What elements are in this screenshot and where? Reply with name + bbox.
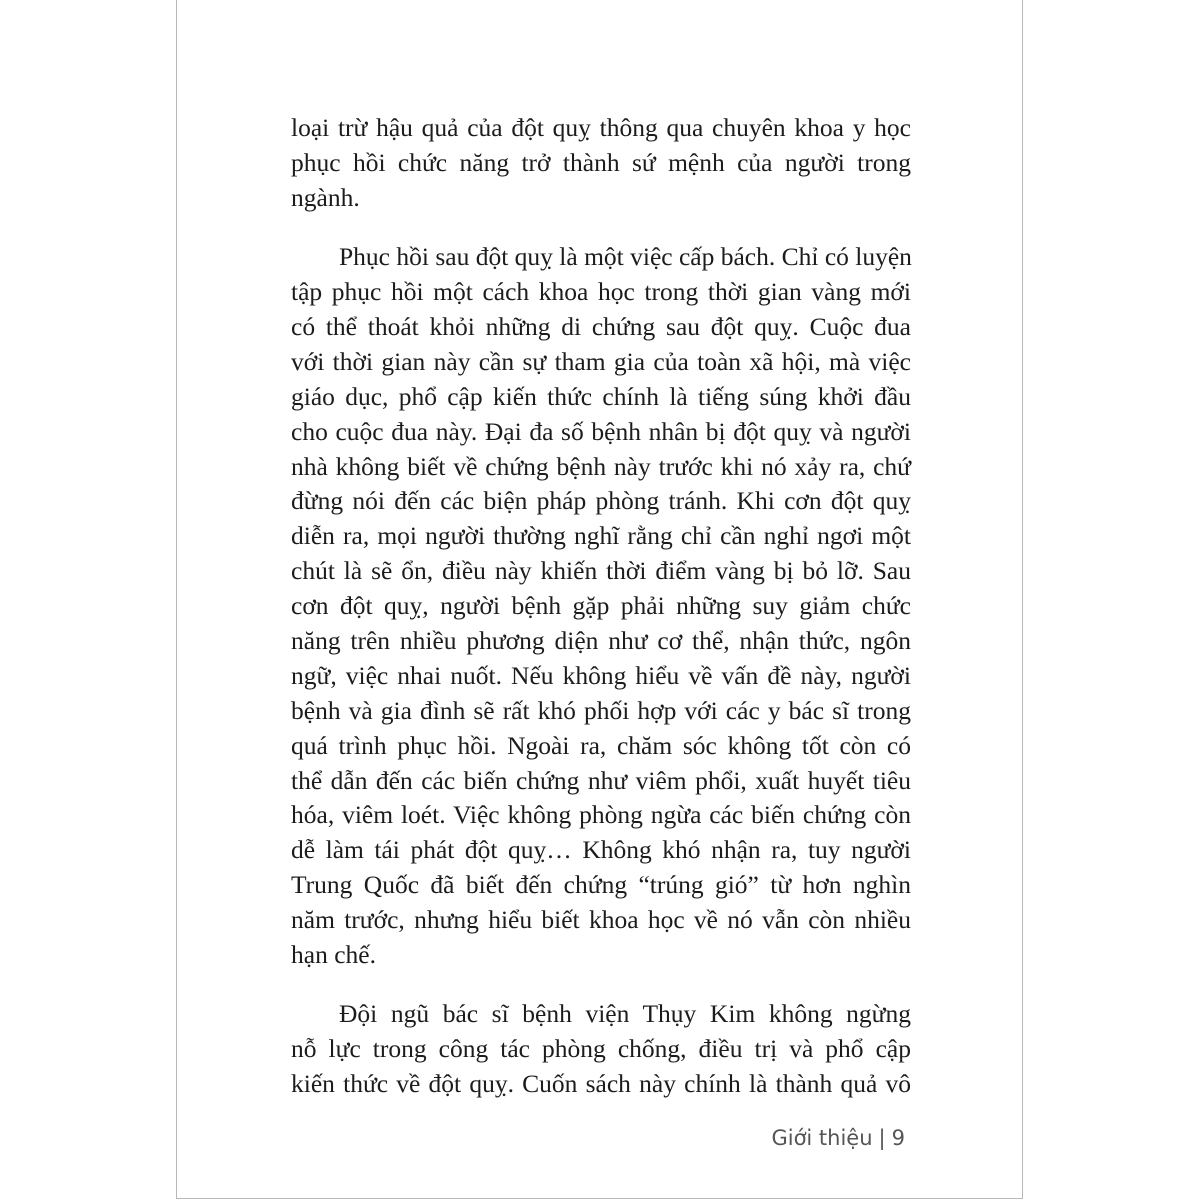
text-line: nỗ lực trong công tác phòng chống, điều trị và phổ cập — [291, 1034, 911, 1064]
text-line: chút là sẽ ổn, điều này khiến thời điểm vàng bị bỏ lỡ. Sau — [291, 556, 911, 586]
text-line: đừng nói đến các biện pháp phòng tránh. Khi cơn đột quỵ — [291, 486, 911, 516]
text-line: loại trừ hậu quả của đột quỵ thông qua chuyên khoa y học — [291, 113, 911, 142]
footer-separator: | — [878, 1126, 886, 1150]
text-line: giáo dục, phổ cập kiến thức chính là tiếng súng khởi đầu — [291, 381, 911, 411]
body-text — [291, 111, 911, 1102]
text-line: quá trình phục hồi. Ngoài ra, chăm sóc không tốt còn có — [291, 730, 911, 760]
text-line: Trung Quốc đã biết đến chứng “trúng gió” từ hơn nghìn — [291, 870, 911, 900]
text-line: với thời gian này cần sự tham gia của toàn xã hội, mà việc — [291, 346, 911, 376]
text-line: năng trên nhiều phương diện như cơ thể, nhận thức, ngôn — [291, 625, 911, 655]
paragraph — [291, 997, 911, 1102]
text-line: phục hồi chức năng trở thành sứ mệnh của người trong — [291, 147, 911, 177]
text-line: cho cuộc đua này. Đại đa số bệnh nhân bị đột quỵ và người — [291, 416, 911, 446]
paragraph — [291, 240, 911, 973]
text-line: thể dẫn đến các biến chứng như viêm phổi, xuất huyết tiêu — [291, 765, 911, 795]
text-line: cơn đột quỵ, người bệnh gặp phải những suy giảm chức — [291, 591, 911, 621]
text-line: diễn ra, mọi người thường nghĩ rằng chỉ cần nghỉ ngơi một — [291, 521, 911, 551]
text-line: Phục hồi sau đột quỵ là một việc cấp bách. Chỉ có luyện — [339, 242, 912, 272]
text-line: có thể thoát khỏi những di chứng sau đột quỵ. Cuộc đua — [291, 311, 911, 341]
text-line: bệnh và gia đình sẽ rất khó phối hợp với các y bác sĩ trong — [291, 695, 911, 725]
text-line: Đội ngũ bác sĩ bệnh viện Thụy Kim không ngừng — [339, 999, 911, 1029]
text-line: năm trước, nhưng hiểu biết khoa học về nó vẫn còn nhiều — [291, 905, 911, 935]
text-line: dễ làm tái phát đột quỵ… Không khó nhận ra, tuy người — [291, 835, 911, 865]
text-line: kiến thức về đột quỵ. Cuốn sách này chính là thành quả vô — [291, 1069, 911, 1099]
running-section-title: Giới thiệu — [771, 1126, 873, 1150]
text-line: ngữ, việc nhai nuốt. Nếu không hiểu về vấn đề này, người — [291, 660, 911, 690]
paragraph — [291, 111, 911, 216]
text-line: hạn chế. — [291, 939, 376, 969]
text-line: ngành. — [291, 182, 360, 212]
page-footer — [771, 1126, 905, 1150]
text-line: nhà không biết về chứng bệnh này trước khi nó xảy ra, chứ — [291, 451, 911, 481]
page-number: 9 — [891, 1126, 905, 1150]
text-line: tập phục hồi một cách khoa học trong thời gian vàng mới — [291, 277, 911, 307]
text-line: hóa, viêm loét. Việc không phòng ngừa các biến chứng còn — [291, 800, 911, 830]
